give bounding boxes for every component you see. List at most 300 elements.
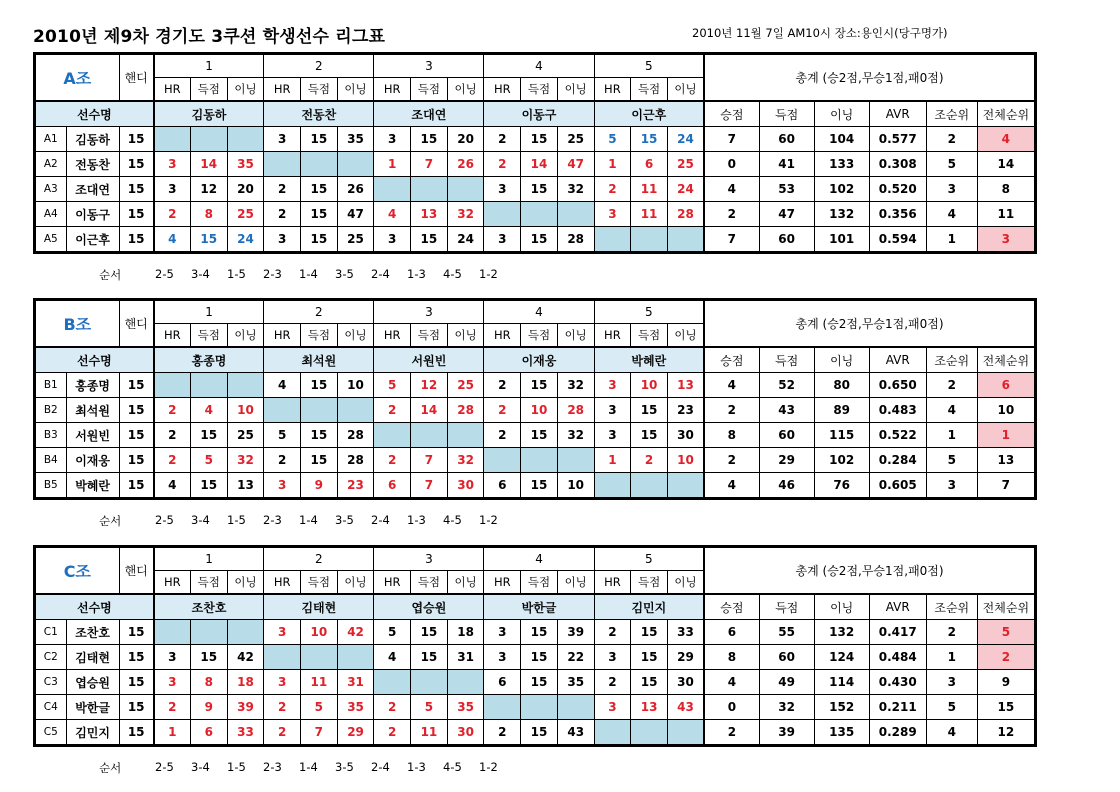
order-item: 1-2 bbox=[479, 267, 498, 281]
match-hr: 3 bbox=[594, 645, 631, 670]
overall-rank: 13 bbox=[977, 448, 1034, 473]
total-points: 60 bbox=[759, 423, 814, 448]
hr-header: HR bbox=[374, 571, 411, 595]
group-rank: 2 bbox=[926, 620, 977, 645]
total-win-points: 2 bbox=[704, 720, 759, 745]
hr-header: HR bbox=[484, 78, 521, 102]
match-score: 2 bbox=[631, 448, 668, 473]
total-innings: 133 bbox=[814, 152, 869, 177]
match-hr: 3 bbox=[374, 227, 411, 252]
total-avr: 0.417 bbox=[869, 620, 926, 645]
player-id: C2 bbox=[36, 645, 67, 670]
points-header: 득점 bbox=[759, 101, 814, 127]
overall-rank: 9 bbox=[977, 670, 1034, 695]
total-points: 46 bbox=[759, 473, 814, 498]
total-points: 32 bbox=[759, 695, 814, 720]
self-match-cell bbox=[484, 448, 521, 473]
match-number: 1 bbox=[154, 548, 264, 571]
match-score: 14 bbox=[190, 152, 227, 177]
match-inning: 25 bbox=[227, 423, 264, 448]
total-points: 55 bbox=[759, 620, 814, 645]
group-rank: 1 bbox=[926, 227, 977, 252]
score-header: 득점 bbox=[411, 78, 448, 102]
total-innings: 89 bbox=[814, 398, 869, 423]
overall-rank: 10 bbox=[977, 398, 1034, 423]
match-score: 15 bbox=[300, 423, 337, 448]
match-score: 8 bbox=[190, 670, 227, 695]
total-avr: 0.308 bbox=[869, 152, 926, 177]
match-score: 10 bbox=[521, 398, 558, 423]
player-name-header: 선수명 bbox=[36, 594, 154, 620]
overall-rank: 3 bbox=[977, 227, 1034, 252]
match-inning: 43 bbox=[557, 720, 594, 745]
total-avr: 0.356 bbox=[869, 202, 926, 227]
total-win-points: 8 bbox=[704, 645, 759, 670]
match-inning: 18 bbox=[447, 620, 484, 645]
match-score: 15 bbox=[631, 670, 668, 695]
group-label: C조 bbox=[36, 548, 120, 595]
match-inning: 13 bbox=[227, 473, 264, 498]
total-avr: 0.211 bbox=[869, 695, 926, 720]
player-name: 김태현 bbox=[66, 645, 119, 670]
total-innings: 102 bbox=[814, 177, 869, 202]
match-inning: 24 bbox=[227, 227, 264, 252]
match-score: 15 bbox=[521, 227, 558, 252]
player-id: B4 bbox=[36, 448, 67, 473]
order-item: 1-5 bbox=[227, 760, 246, 774]
match-inning: 24 bbox=[667, 127, 704, 152]
match-score: 6 bbox=[631, 152, 668, 177]
total-points: 60 bbox=[759, 127, 814, 152]
total-innings: 114 bbox=[814, 670, 869, 695]
match-score: 15 bbox=[521, 423, 558, 448]
total-innings: 124 bbox=[814, 645, 869, 670]
handi-header: 핸디 bbox=[119, 548, 154, 595]
overall-rank-header: 전체순위 bbox=[977, 347, 1034, 373]
player-row bbox=[36, 620, 1035, 645]
group-rank: 2 bbox=[926, 127, 977, 152]
handi-header: 핸디 bbox=[119, 301, 154, 348]
total-header: 총계 (승2점,무승1점,패0점) bbox=[704, 301, 1034, 348]
match-hr: 1 bbox=[154, 720, 191, 745]
match-score: 12 bbox=[190, 177, 227, 202]
player-id: B1 bbox=[36, 373, 67, 398]
order-item: 1-5 bbox=[227, 513, 246, 527]
total-points: 53 bbox=[759, 177, 814, 202]
order-item: 4-5 bbox=[443, 267, 462, 281]
match-score: 13 bbox=[631, 695, 668, 720]
order-item: 3-5 bbox=[335, 760, 354, 774]
match-hr: 3 bbox=[594, 398, 631, 423]
opponent-name: 박한글 bbox=[484, 594, 594, 620]
match-hr: 2 bbox=[154, 695, 191, 720]
overall-rank: 7 bbox=[977, 473, 1034, 498]
group-rank: 4 bbox=[926, 720, 977, 745]
match-hr: 5 bbox=[264, 423, 301, 448]
score-header: 득점 bbox=[521, 324, 558, 348]
player-handi: 15 bbox=[119, 152, 154, 177]
player-name: 조대연 bbox=[66, 177, 119, 202]
overall-rank: 12 bbox=[977, 720, 1034, 745]
player-name: 이근후 bbox=[66, 227, 119, 252]
order-item: 3-4 bbox=[191, 267, 210, 281]
score-header: 득점 bbox=[301, 571, 338, 595]
player-handi: 15 bbox=[119, 423, 154, 448]
player-id: A4 bbox=[36, 202, 67, 227]
player-id: A3 bbox=[36, 177, 67, 202]
total-innings: 132 bbox=[814, 620, 869, 645]
match-score: 15 bbox=[300, 373, 337, 398]
order-item: 1-3 bbox=[407, 760, 426, 774]
player-handi: 15 bbox=[119, 695, 154, 720]
player-name-header: 선수명 bbox=[36, 101, 154, 127]
total-innings: 135 bbox=[814, 720, 869, 745]
order-item: 1-2 bbox=[479, 513, 498, 527]
order-item: 1-4 bbox=[299, 513, 318, 527]
total-avr: 0.522 bbox=[869, 423, 926, 448]
match-score: 9 bbox=[190, 695, 227, 720]
match-inning: 28 bbox=[337, 448, 374, 473]
player-handi: 15 bbox=[119, 127, 154, 152]
player-id: A2 bbox=[36, 152, 67, 177]
match-inning: 26 bbox=[337, 177, 374, 202]
overall-rank: 15 bbox=[977, 695, 1034, 720]
match-score: 15 bbox=[521, 670, 558, 695]
hr-header: HR bbox=[484, 324, 521, 348]
match-inning: 35 bbox=[227, 152, 264, 177]
match-inning: 10 bbox=[557, 473, 594, 498]
match-inning: 18 bbox=[227, 670, 264, 695]
match-inning: 35 bbox=[447, 695, 484, 720]
hr-header: HR bbox=[264, 78, 301, 102]
total-points: 43 bbox=[759, 398, 814, 423]
self-match-cell bbox=[301, 645, 338, 670]
total-avr: 0.289 bbox=[869, 720, 926, 745]
hr-header: HR bbox=[594, 78, 631, 102]
match-number: 1 bbox=[154, 55, 264, 78]
order-item: 1-3 bbox=[407, 513, 426, 527]
group-rank: 3 bbox=[926, 670, 977, 695]
match-inning: 28 bbox=[337, 423, 374, 448]
total-win-points: 2 bbox=[704, 202, 759, 227]
match-hr: 4 bbox=[264, 373, 301, 398]
match-hr: 4 bbox=[154, 473, 191, 498]
opponent-name: 박혜란 bbox=[594, 347, 704, 373]
match-inning: 35 bbox=[337, 695, 374, 720]
self-match-cell bbox=[154, 620, 191, 645]
match-inning: 33 bbox=[667, 620, 704, 645]
match-score: 5 bbox=[411, 695, 448, 720]
player-name: 조찬호 bbox=[66, 620, 119, 645]
match-score: 5 bbox=[190, 448, 227, 473]
group-rank: 5 bbox=[926, 152, 977, 177]
order-item: 3-4 bbox=[191, 760, 210, 774]
self-match-cell bbox=[594, 227, 631, 252]
group-table-2 bbox=[33, 545, 1037, 747]
self-match-cell bbox=[631, 473, 668, 498]
match-inning: 23 bbox=[337, 473, 374, 498]
total-avr: 0.284 bbox=[869, 448, 926, 473]
hr-header: HR bbox=[374, 324, 411, 348]
match-inning: 28 bbox=[557, 227, 594, 252]
group-rank: 5 bbox=[926, 448, 977, 473]
match-score: 11 bbox=[631, 177, 668, 202]
self-match-cell bbox=[227, 620, 264, 645]
match-hr: 3 bbox=[484, 177, 521, 202]
match-hr: 2 bbox=[264, 695, 301, 720]
match-inning: 25 bbox=[667, 152, 704, 177]
league-table bbox=[35, 300, 1035, 498]
match-inning: 28 bbox=[667, 202, 704, 227]
player-row bbox=[36, 127, 1035, 152]
match-number: 5 bbox=[594, 55, 704, 78]
inning-header: 이닝 bbox=[667, 324, 704, 348]
match-hr: 2 bbox=[264, 448, 301, 473]
player-handi: 15 bbox=[119, 177, 154, 202]
match-score: 15 bbox=[631, 127, 668, 152]
order-item: 2-5 bbox=[155, 760, 174, 774]
player-handi: 15 bbox=[119, 202, 154, 227]
match-hr: 3 bbox=[484, 620, 521, 645]
match-number: 2 bbox=[264, 55, 374, 78]
match-inning: 10 bbox=[227, 398, 264, 423]
inning-header: 이닝 bbox=[447, 324, 484, 348]
match-inning: 30 bbox=[667, 670, 704, 695]
overall-rank: 4 bbox=[977, 127, 1034, 152]
match-hr: 2 bbox=[484, 373, 521, 398]
inning-header: 이닝 bbox=[557, 78, 594, 102]
match-inning: 30 bbox=[447, 720, 484, 745]
total-win-points: 0 bbox=[704, 152, 759, 177]
self-match-cell bbox=[154, 373, 191, 398]
avr-header: AVR bbox=[869, 347, 926, 373]
total-avr: 0.483 bbox=[869, 398, 926, 423]
match-inning: 24 bbox=[667, 177, 704, 202]
total-points: 47 bbox=[759, 202, 814, 227]
match-hr: 2 bbox=[154, 423, 191, 448]
match-hr: 2 bbox=[374, 448, 411, 473]
score-header: 득점 bbox=[631, 78, 668, 102]
self-match-cell bbox=[374, 177, 411, 202]
player-row bbox=[36, 398, 1035, 423]
match-hr: 4 bbox=[374, 202, 411, 227]
match-score: 15 bbox=[521, 645, 558, 670]
match-inning: 25 bbox=[227, 202, 264, 227]
match-hr: 2 bbox=[484, 720, 521, 745]
player-row bbox=[36, 695, 1035, 720]
match-inning: 32 bbox=[557, 177, 594, 202]
order-item: 4-5 bbox=[443, 513, 462, 527]
self-match-cell bbox=[337, 398, 374, 423]
opponent-name: 김민지 bbox=[594, 594, 704, 620]
match-hr: 2 bbox=[264, 202, 301, 227]
self-match-cell bbox=[484, 202, 521, 227]
match-score: 7 bbox=[411, 473, 448, 498]
score-header: 득점 bbox=[190, 571, 227, 595]
self-match-cell bbox=[337, 152, 374, 177]
match-score: 15 bbox=[521, 127, 558, 152]
total-innings: 76 bbox=[814, 473, 869, 498]
match-hr: 2 bbox=[374, 695, 411, 720]
self-match-cell bbox=[631, 227, 668, 252]
match-hr: 2 bbox=[264, 720, 301, 745]
inning-header: 이닝 bbox=[337, 571, 374, 595]
match-inning: 20 bbox=[447, 127, 484, 152]
player-name: 홍종명 bbox=[66, 373, 119, 398]
inning-header: 이닝 bbox=[667, 571, 704, 595]
self-match-cell bbox=[190, 127, 227, 152]
match-hr: 2 bbox=[154, 202, 191, 227]
self-match-cell bbox=[154, 127, 191, 152]
match-number: 4 bbox=[484, 301, 594, 324]
self-match-cell bbox=[190, 373, 227, 398]
opponent-name: 이근후 bbox=[594, 101, 704, 127]
win-points-header: 승점 bbox=[704, 101, 759, 127]
match-score: 15 bbox=[521, 620, 558, 645]
match-score: 15 bbox=[190, 473, 227, 498]
match-inning: 39 bbox=[227, 695, 264, 720]
match-inning: 42 bbox=[337, 620, 374, 645]
total-points: 29 bbox=[759, 448, 814, 473]
match-inning: 35 bbox=[557, 670, 594, 695]
match-number: 2 bbox=[264, 548, 374, 571]
match-score: 15 bbox=[631, 398, 668, 423]
match-hr: 2 bbox=[484, 152, 521, 177]
opponent-name: 조대연 bbox=[374, 101, 484, 127]
match-score: 15 bbox=[190, 645, 227, 670]
inning-header: 이닝 bbox=[447, 78, 484, 102]
total-win-points: 4 bbox=[704, 373, 759, 398]
match-number: 1 bbox=[154, 301, 264, 324]
self-match-cell bbox=[557, 448, 594, 473]
match-hr: 2 bbox=[594, 620, 631, 645]
player-row bbox=[36, 645, 1035, 670]
self-match-cell bbox=[557, 695, 594, 720]
match-hr: 2 bbox=[594, 177, 631, 202]
match-score: 15 bbox=[300, 202, 337, 227]
order-item: 3-5 bbox=[335, 267, 354, 281]
group-label: B조 bbox=[36, 301, 120, 348]
match-score: 6 bbox=[190, 720, 227, 745]
match-inning: 32 bbox=[557, 423, 594, 448]
score-header: 득점 bbox=[411, 324, 448, 348]
total-header: 총계 (승2점,무승1점,패0점) bbox=[704, 548, 1034, 595]
match-hr: 3 bbox=[264, 620, 301, 645]
match-inning: 47 bbox=[337, 202, 374, 227]
match-score: 15 bbox=[190, 227, 227, 252]
player-id: C3 bbox=[36, 670, 67, 695]
match-score: 10 bbox=[631, 373, 668, 398]
match-score: 15 bbox=[411, 227, 448, 252]
opponent-name: 조찬호 bbox=[154, 594, 264, 620]
avr-header: AVR bbox=[869, 101, 926, 127]
match-inning: 25 bbox=[447, 373, 484, 398]
total-innings: 102 bbox=[814, 448, 869, 473]
self-match-cell bbox=[411, 423, 448, 448]
match-score: 15 bbox=[300, 227, 337, 252]
match-number: 2 bbox=[264, 301, 374, 324]
match-hr: 4 bbox=[374, 645, 411, 670]
page-title: 2010년 제9차 경기도 3쿠션 학생선수 리그표 bbox=[33, 27, 386, 47]
player-row bbox=[36, 177, 1035, 202]
match-inning: 32 bbox=[227, 448, 264, 473]
opponent-name: 김태현 bbox=[264, 594, 374, 620]
match-inning: 35 bbox=[337, 127, 374, 152]
score-header: 득점 bbox=[521, 78, 558, 102]
match-score: 15 bbox=[300, 448, 337, 473]
match-score: 15 bbox=[521, 177, 558, 202]
match-hr: 2 bbox=[154, 398, 191, 423]
win-points-header: 승점 bbox=[704, 594, 759, 620]
group-table-0 bbox=[33, 52, 1037, 254]
match-inning: 29 bbox=[667, 645, 704, 670]
self-match-cell bbox=[411, 177, 448, 202]
match-inning: 30 bbox=[667, 423, 704, 448]
total-points: 60 bbox=[759, 227, 814, 252]
total-avr: 0.605 bbox=[869, 473, 926, 498]
player-row bbox=[36, 227, 1035, 252]
match-score: 15 bbox=[411, 620, 448, 645]
match-hr: 2 bbox=[154, 448, 191, 473]
match-number: 5 bbox=[594, 301, 704, 324]
player-id: A5 bbox=[36, 227, 67, 252]
match-hr: 2 bbox=[374, 720, 411, 745]
inning-header: 이닝 bbox=[227, 571, 264, 595]
match-score: 14 bbox=[411, 398, 448, 423]
player-handi: 15 bbox=[119, 373, 154, 398]
player-name: 김동하 bbox=[66, 127, 119, 152]
match-score: 15 bbox=[411, 645, 448, 670]
self-match-cell bbox=[447, 670, 484, 695]
opponent-name: 김동하 bbox=[154, 101, 264, 127]
match-inning: 42 bbox=[227, 645, 264, 670]
total-innings: 115 bbox=[814, 423, 869, 448]
match-score: 9 bbox=[300, 473, 337, 498]
order-label: 순서 bbox=[99, 268, 122, 282]
order-item: 4-5 bbox=[443, 760, 462, 774]
match-inning: 10 bbox=[667, 448, 704, 473]
match-hr: 2 bbox=[484, 127, 521, 152]
match-hr: 3 bbox=[154, 645, 191, 670]
group-rank: 3 bbox=[926, 473, 977, 498]
match-hr: 5 bbox=[594, 127, 631, 152]
self-match-cell bbox=[447, 423, 484, 448]
self-match-cell bbox=[484, 695, 521, 720]
match-hr: 2 bbox=[264, 177, 301, 202]
player-row bbox=[36, 152, 1035, 177]
match-hr: 3 bbox=[154, 177, 191, 202]
self-match-cell bbox=[521, 448, 558, 473]
player-name: 전동찬 bbox=[66, 152, 119, 177]
match-score: 15 bbox=[631, 645, 668, 670]
total-win-points: 2 bbox=[704, 448, 759, 473]
self-match-cell bbox=[411, 670, 448, 695]
match-score: 15 bbox=[631, 620, 668, 645]
match-number: 3 bbox=[374, 548, 484, 571]
inning-header: 이닝 bbox=[337, 324, 374, 348]
match-inning: 13 bbox=[667, 373, 704, 398]
inning-header: 이닝 bbox=[667, 78, 704, 102]
total-points: 49 bbox=[759, 670, 814, 695]
player-row bbox=[36, 423, 1035, 448]
self-match-cell bbox=[667, 473, 704, 498]
player-row bbox=[36, 448, 1035, 473]
total-header: 총계 (승2점,무승1점,패0점) bbox=[704, 55, 1034, 102]
order-item: 1-5 bbox=[227, 267, 246, 281]
overall-rank: 8 bbox=[977, 177, 1034, 202]
player-handi: 15 bbox=[119, 620, 154, 645]
match-hr: 5 bbox=[374, 373, 411, 398]
